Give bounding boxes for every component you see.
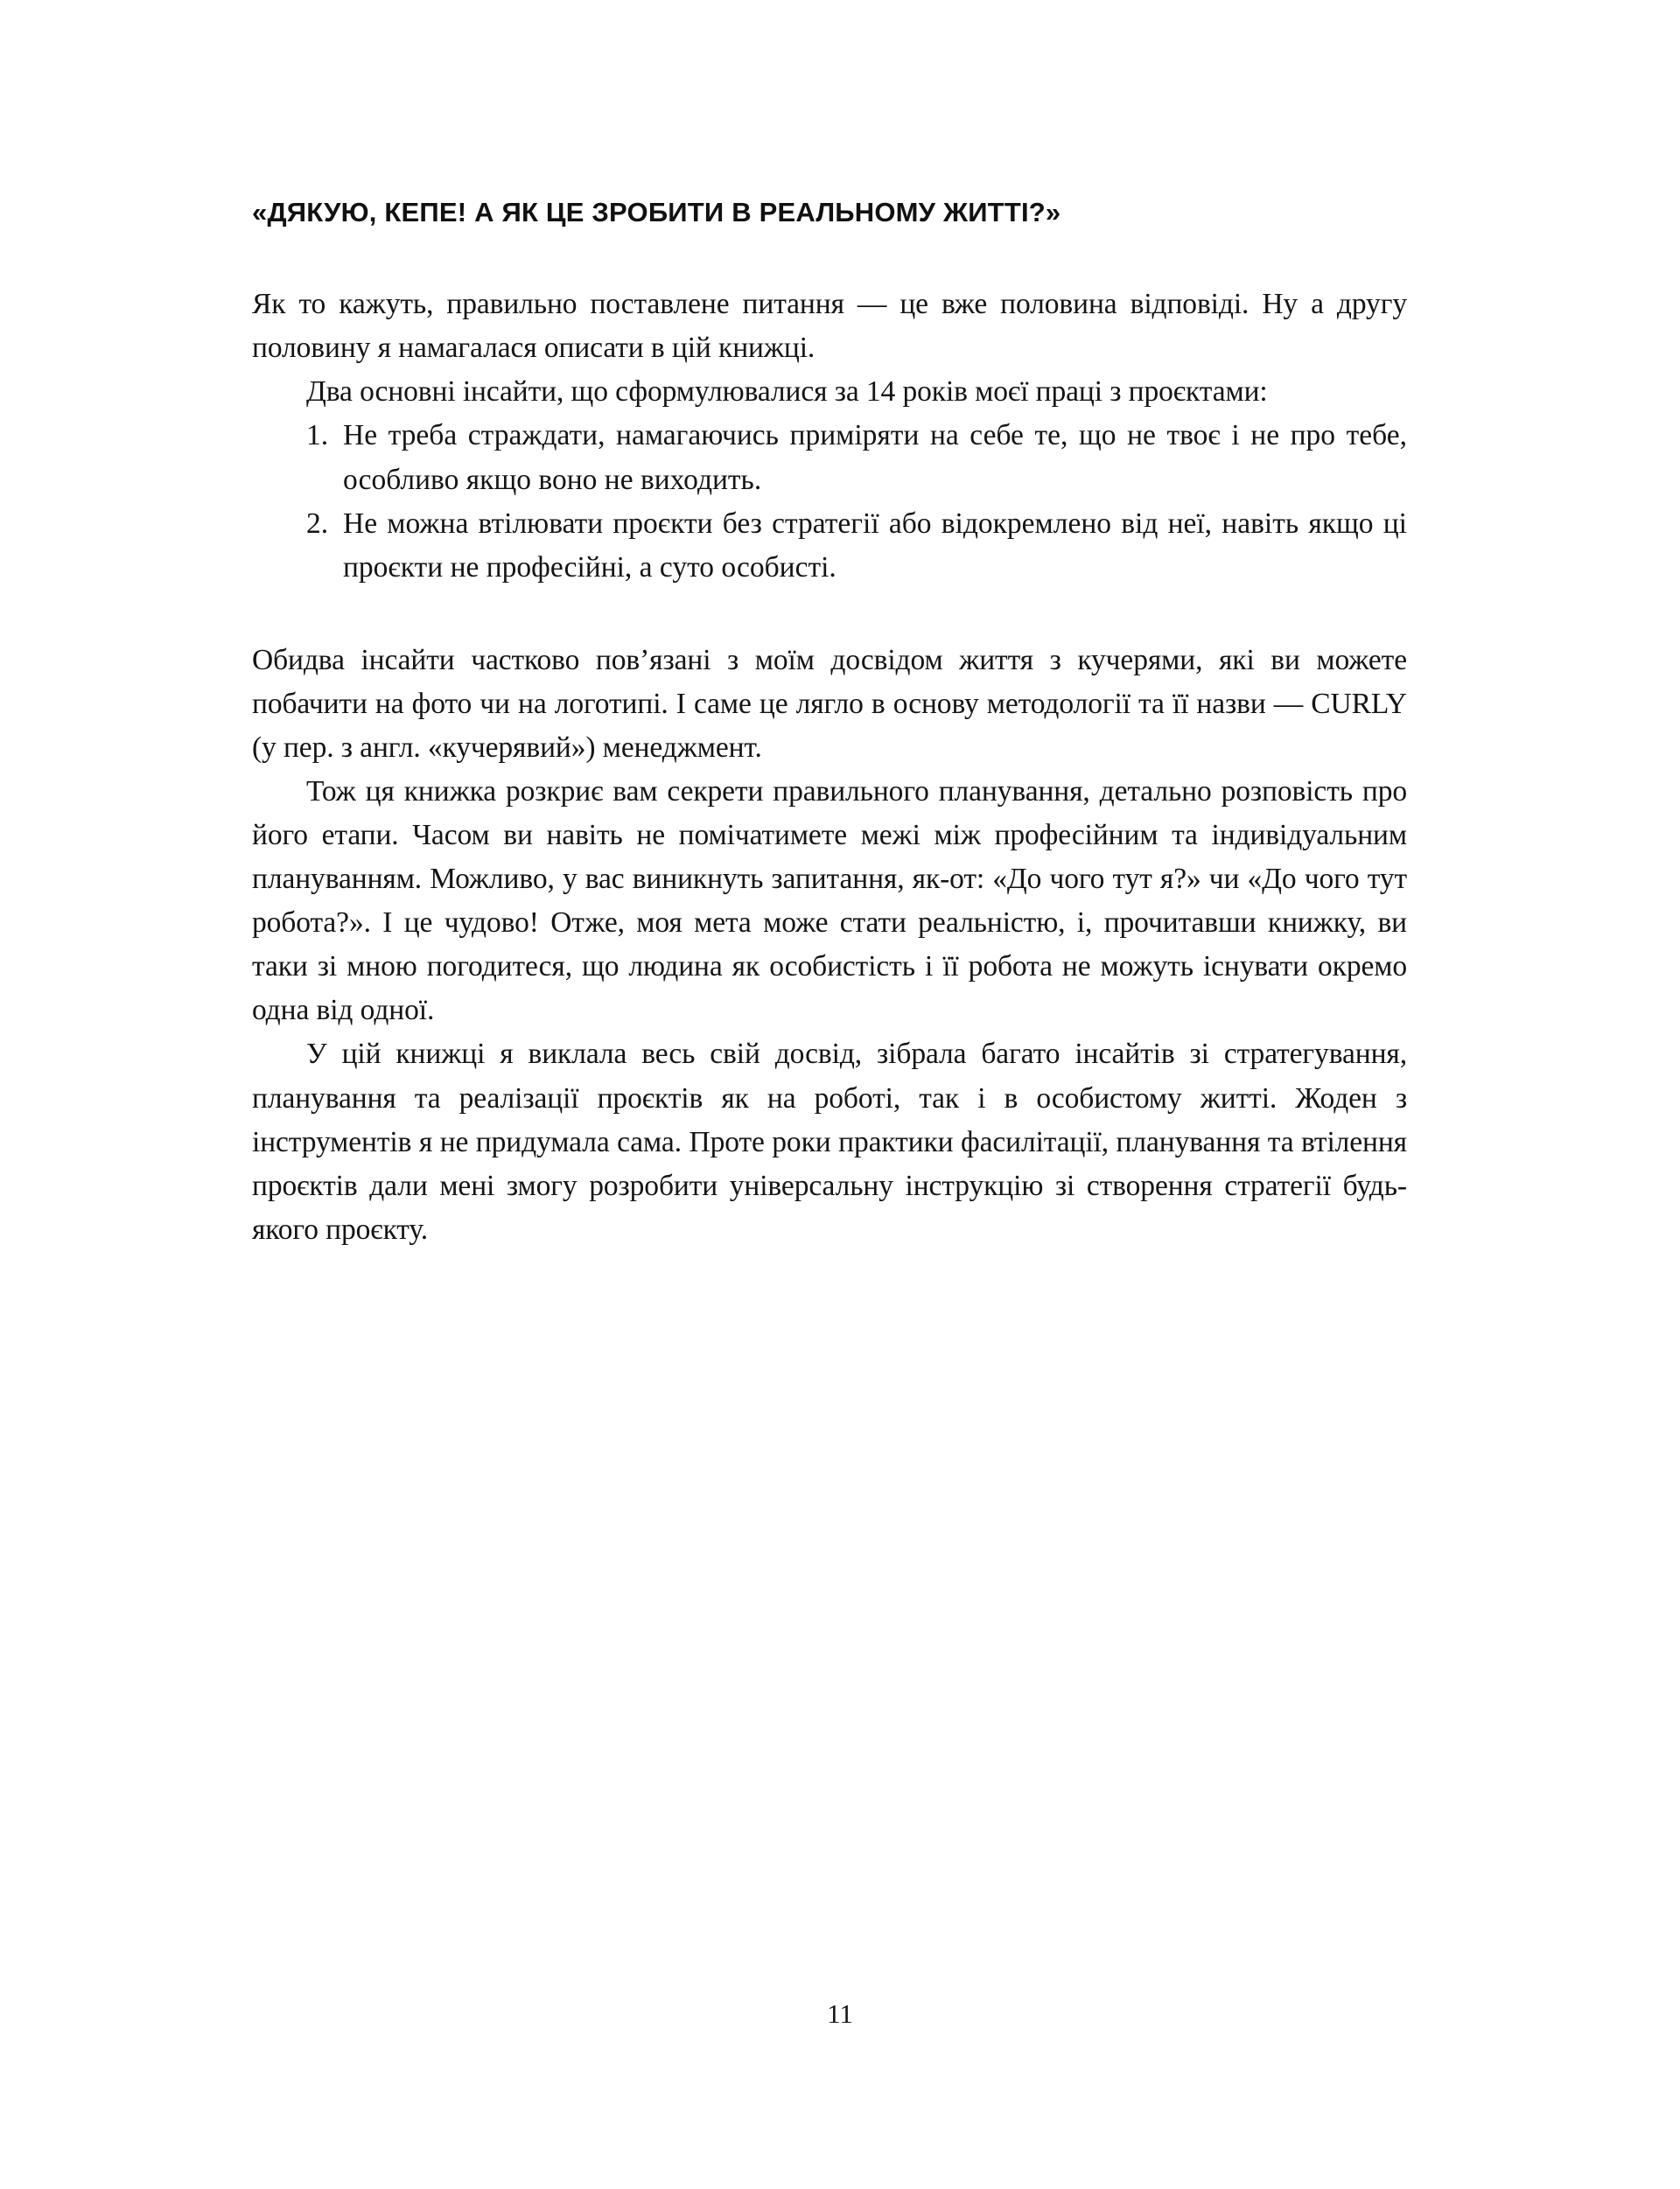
- paragraph-spacer: [252, 590, 1407, 639]
- paragraph-3: Обидва інсайти частково пов’язані з моїм досвідом життя з кучерями, які ви можете побачити на фото чи на логотипі. І саме це лягло в основу методології та її назви — CURLY (у пер. з англ. «кучерявий») менеджмент.: [252, 643, 1407, 764]
- list-item-number: 1.: [306, 419, 329, 452]
- list-item-number: 2.: [306, 507, 329, 540]
- list-item: [252, 414, 1407, 501]
- paragraph-1: Як то кажуть, правильно поставлене питання — це вже половина відповіді. Ну а другу половину я намагалася описати в цій книжці.: [252, 288, 1407, 365]
- page-title: «ДЯКУЮ, КЕПЕ! А ЯК ЦЕ ЗРОБИТИ В РЕАЛЬНОМУ ЖИТТІ?»: [252, 197, 1061, 227]
- list-item-text: Не можна втілювати проєкти без стратегії або відокремлено від неї, навіть якщо ці проєкти не професійні, а суто особисті.: [343, 507, 1407, 584]
- page-content: [252, 196, 1407, 1252]
- page-number: 11: [827, 1998, 853, 2029]
- list-item: [252, 502, 1407, 590]
- numbered-list: [252, 414, 1407, 589]
- paragraph-2: Два основні інсайти, що сформулювалися за 14 років моєї праці з проєктами:: [306, 375, 1268, 409]
- paragraph-4: Тож ця книжка розкриє вам секрети правильного планування, детально розповість про його етапи. Часом ви навіть не помічатимете межі між професійним та індивідуальним плануванням. Можливо, у вас виникнуть запитання, як-от: «До чого тут я?» чи «До чого тут робота?». І це чудово! Отже, моя мета може стати реальністю, і, прочитавши книжку, ви таки зі мною погодитеся, що людина як особистість і її робота не можуть існувати окремо одна від одної.: [252, 774, 1407, 1027]
- list-item-text: Не треба страждати, намагаючись приміряти на себе те, що не твоє і не про тебе, особливо якщо воно не виходить.: [343, 419, 1407, 496]
- paragraph-5: У цій книжці я виклала весь свій досвід, зібрала багато інсайтів зі стратегування, планування та реалізації проєктів як на роботі, так і в особистому житті. Жоден з інструментів я не придумала сама. Проте роки практики фасилітації, планування та втілення проєктів дали мені змогу розробити універсальну інструкцію зі створення стратегії будь-якого проєкту.: [252, 1038, 1407, 1246]
